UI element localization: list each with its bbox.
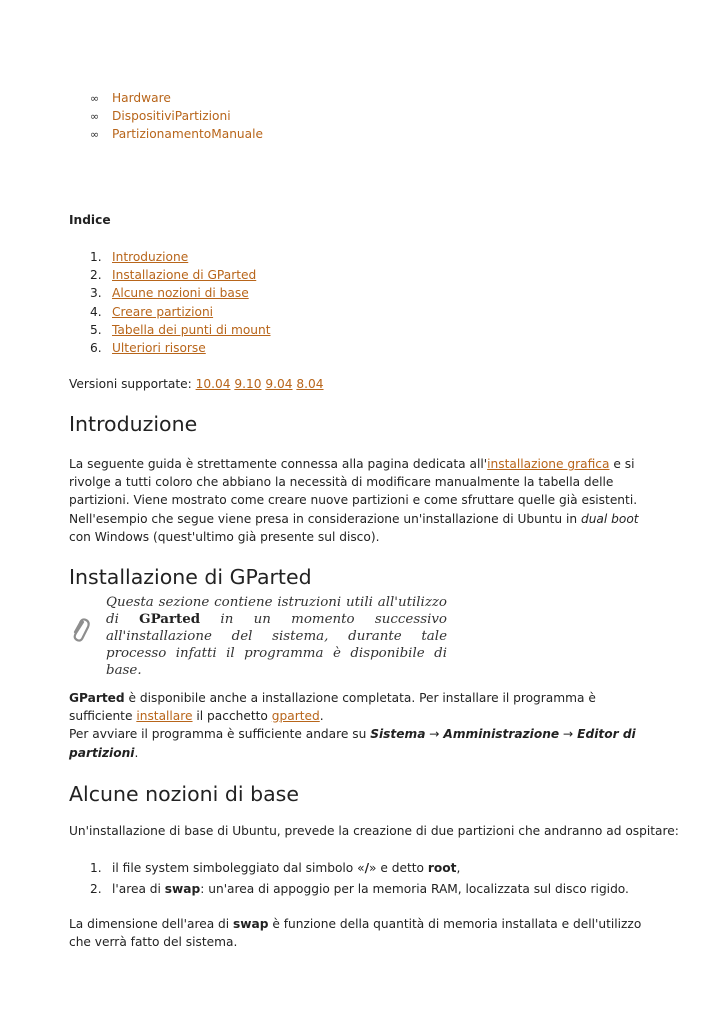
link-hardware[interactable]: Hardware bbox=[112, 91, 171, 105]
paperclip-icon bbox=[70, 616, 90, 647]
version-link-9-10[interactable]: 9.10 bbox=[234, 377, 262, 391]
heading-introduzione: Introduzione bbox=[69, 412, 198, 436]
list-item bbox=[90, 107, 263, 125]
nozioni-intro: Un'installazione di base di Ubuntu, prevede la creazione di due partizioni che andranno ad ospitare: bbox=[69, 824, 679, 838]
menu-editor-partizioni: Editor di partizioni bbox=[69, 727, 636, 760]
toc-item: 6. Ulteriori risorse bbox=[90, 340, 206, 355]
gparted-paragraph: GParted è disponibile anche a installazione completata. Per installare il programma è sufficiente installare il pacchetto gparted. Per avviare il programma è sufficiente andare su Sistema → Amministrazione → Editor di partizioni. bbox=[69, 691, 636, 760]
link-installare[interactable]: installare bbox=[136, 709, 193, 724]
heading-installazione-gparted: Installazione di GParted bbox=[69, 565, 312, 589]
table-of-contents bbox=[90, 248, 271, 357]
list-item bbox=[90, 89, 263, 107]
toc-item: 2. Installazione di GParted bbox=[90, 268, 257, 283]
toc-item: 4. Creare partizioni bbox=[90, 304, 214, 319]
toc-item: 5. Tabella dei punti di mount bbox=[90, 322, 271, 337]
version-link-8-04[interactable]: 8.04 bbox=[296, 377, 324, 391]
list-item: 2. l'area di swap: un'area di appoggio per la memoria RAM, localizzata sul disco rigido. bbox=[90, 882, 629, 896]
version-link-10-04[interactable]: 10.04 bbox=[195, 377, 231, 391]
list-item: 1. il file system simboleggiato dal simbolo «/» e detto root, bbox=[90, 861, 461, 875]
toc-item: 1. Introduzione bbox=[90, 250, 189, 264]
toc-link-introduzione[interactable]: Introduzione bbox=[112, 250, 189, 264]
toc-title: Indice bbox=[69, 213, 111, 227]
link-partizionamento-manuale[interactable]: PartizionamentoManuale bbox=[112, 127, 263, 141]
list-item bbox=[90, 125, 263, 143]
toc-link-tabella-mount[interactable]: Tabella dei punti di mount bbox=[112, 322, 271, 337]
infinity-bullet-icon: ∞ bbox=[90, 128, 100, 141]
swap-paragraph: La dimensione dell'area di swap è funzione della quantità di memoria installata e dell'utilizzo che verrà fatto del sistema. bbox=[69, 917, 642, 950]
version-link-9-04[interactable]: 9.04 bbox=[265, 377, 293, 391]
link-dispositivi-partizioni[interactable]: DispositiviPartizioni bbox=[112, 109, 231, 123]
infinity-bullet-icon: ∞ bbox=[90, 92, 100, 105]
toc-item: 3. Alcune nozioni di base bbox=[90, 286, 249, 301]
toc-link-ulteriori-risorse[interactable]: Ulteriori risorse bbox=[112, 340, 206, 355]
partitions-list bbox=[90, 858, 629, 900]
menu-sistema: Sistema bbox=[370, 727, 426, 742]
toc-link-creare-partizioni[interactable]: Creare partizioni bbox=[112, 304, 214, 319]
intro-paragraph: La seguente guida è strettamente connessa alla pagina dedicata all'installazione grafica e si rivolge a tutti coloro che abbiano la necessità di modificare manualmente la tabella delle partizioni. Viene mostrato come creare nuove partizioni e come sfruttare quelle già esistenti. Nell'esempio che segue viene presa in considerazione un'installazione di Ubuntu in dual boot con Windows (quest'ultimo già presente sul disco). bbox=[69, 457, 639, 544]
link-gparted-package[interactable]: gparted bbox=[271, 709, 320, 724]
infinity-bullet-icon: ∞ bbox=[90, 110, 100, 123]
heading-nozioni-base: Alcune nozioni di base bbox=[69, 782, 299, 806]
note-text: Questa sezione contiene istruzioni utili all'utilizzo di GParted in un momento successivo all'installazione del sistema, durante tale processo infatti il programma è disponibile di base. bbox=[106, 595, 447, 678]
toc-link-installazione-gparted[interactable]: Installazione di GParted bbox=[112, 268, 257, 283]
link-installazione-grafica[interactable]: installazione grafica bbox=[487, 457, 610, 471]
toc-link-nozioni-base[interactable]: Alcune nozioni di base bbox=[112, 286, 249, 301]
menu-amministrazione: Amministrazione bbox=[443, 727, 560, 742]
supported-versions: Versioni supportate: 10.04 9.10 9.04 8.04 bbox=[69, 377, 324, 391]
related-links-list bbox=[90, 89, 263, 143]
